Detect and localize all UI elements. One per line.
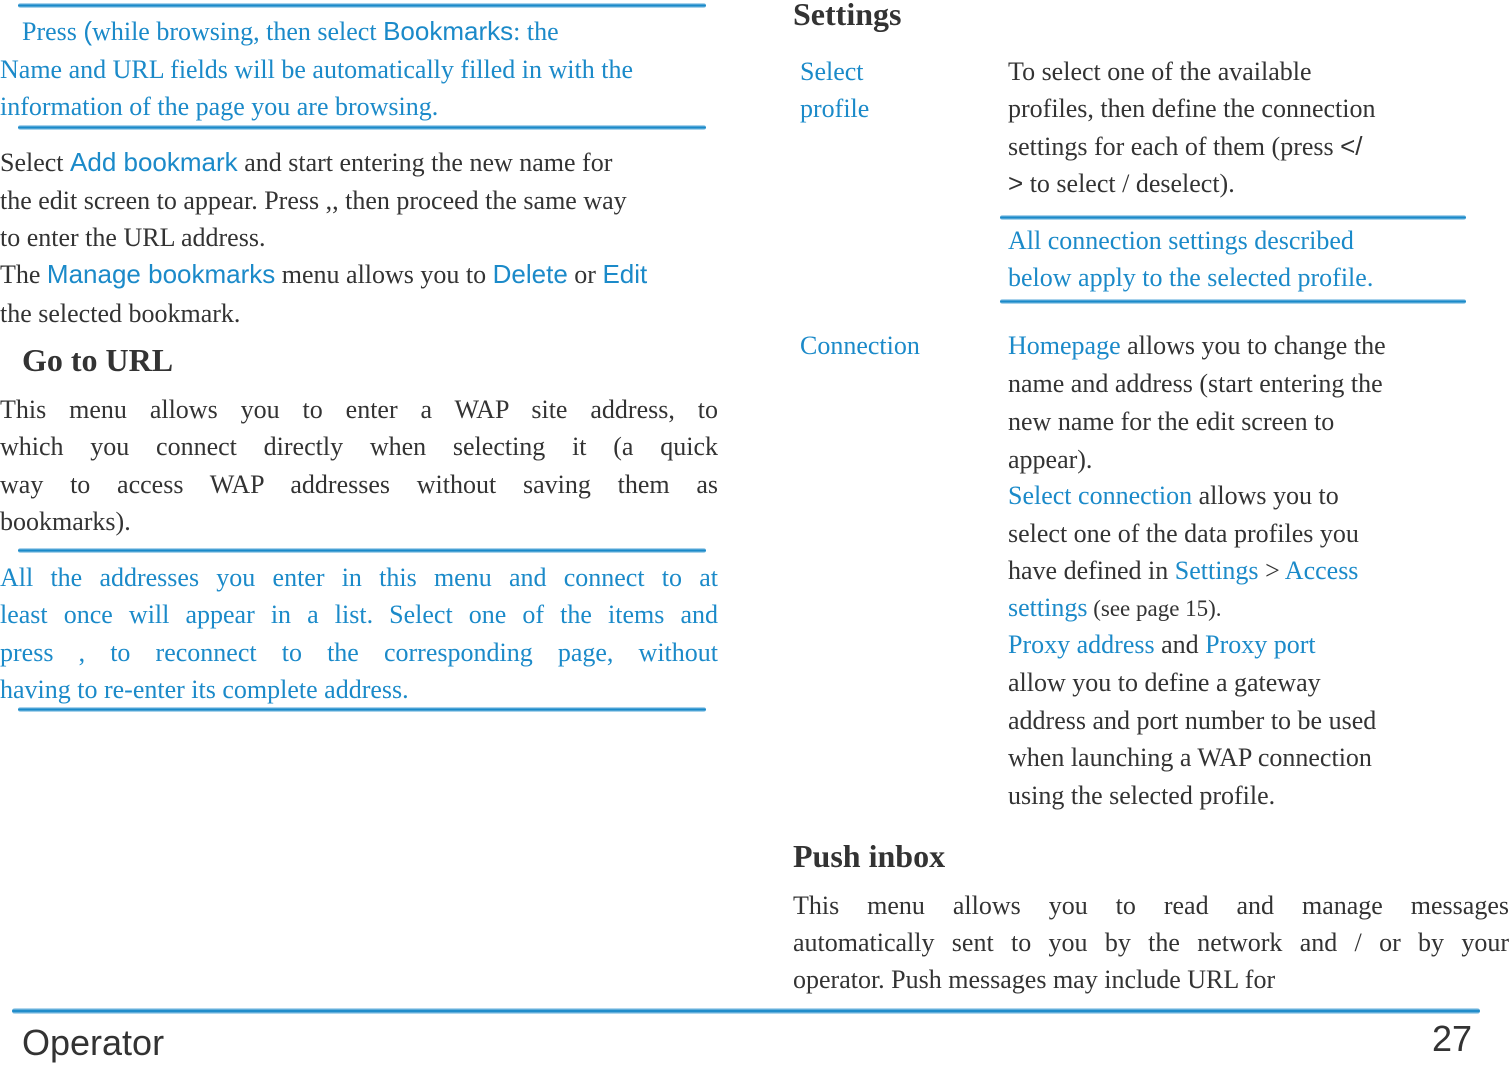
- manage-bookmarks-line2: the selected bookmark.: [0, 299, 241, 328]
- footer-section-label: Operator: [22, 1022, 165, 1063]
- access-term: Access: [1284, 556, 1359, 585]
- proxy-line2: allow you to define a gateway: [1008, 668, 1321, 697]
- add-bookmark-line2: the edit screen to appear. Press ,, then proceed the same way: [0, 186, 627, 215]
- select-profile-desc-line1: To select one of the available: [1008, 57, 1312, 86]
- select-profile-term-line1: Select: [800, 57, 864, 86]
- select-connection-line1: Select connection allows you to: [1008, 481, 1339, 510]
- select-profile-term-line2: profile: [800, 94, 870, 123]
- proxy-address-term: Proxy address: [1008, 630, 1155, 659]
- add-bookmark-line3: to enter the URL address.: [0, 223, 266, 252]
- goto-url-line2: which you connect directly when selecting it (a quick: [0, 432, 718, 461]
- goto-url-line4: bookmarks).: [0, 507, 131, 536]
- proxy-line4: when launching a WAP connection: [1008, 743, 1372, 772]
- footer-rule: [12, 1008, 1480, 1014]
- select-profile-desc-line2: profiles, then define the connection: [1008, 94, 1376, 123]
- homepage-term: Homepage: [1008, 331, 1121, 360]
- proxy-line3: address and port number to be used: [1008, 706, 1377, 735]
- homepage-line2: name and address (start entering the: [1008, 369, 1383, 398]
- addresses-note-line4: having to re-enter its complete address.: [0, 675, 409, 704]
- add-bookmark-line1: Select Add bookmark and start entering the new name for: [0, 147, 613, 177]
- push-inbox-line1: This menu allows you to read and manage messages: [793, 891, 1509, 920]
- settings-heading: Settings: [793, 0, 902, 32]
- bookmark-note-line2: Name and URL fields will be automatically filled in with the: [0, 55, 633, 84]
- profile-note-line2: below apply to the selected profile.: [1008, 263, 1374, 292]
- addresses-note-line1: All the addresses you enter in this menu and connect to at: [0, 563, 718, 592]
- select-connection-term: Select connection: [1008, 481, 1193, 510]
- left-right-keys: </: [1340, 131, 1363, 161]
- note-rule-top: [1000, 215, 1466, 220]
- select-connection-line4: settings (see page 15).: [1008, 593, 1222, 622]
- push-inbox-heading: Push inbox: [793, 838, 946, 874]
- push-inbox-line2: automatically sent to you by the network and / or by your: [793, 928, 1509, 957]
- note-rule-top: [18, 548, 706, 553]
- note-rule-bottom: [1000, 299, 1466, 304]
- note-rule-top: [18, 3, 706, 8]
- goto-url-line3: way to access WAP addresses without saving them as: [0, 470, 718, 499]
- profile-note-line1: All connection settings described: [1008, 226, 1354, 255]
- bookmark-note-line1: Press (while browsing, then select Bookmarks: the: [22, 16, 559, 46]
- settings-term: Settings: [1174, 556, 1259, 585]
- addresses-note-line3: press , to reconnect to the corresponding page, without: [0, 638, 718, 667]
- access-settings-term: settings: [1008, 593, 1088, 622]
- select-connection-line2: select one of the data profiles you: [1008, 519, 1359, 548]
- delete-term: Delete: [492, 259, 568, 289]
- manage-bookmarks-term: Manage bookmarks: [46, 259, 276, 289]
- note-rule-bottom: [18, 125, 706, 130]
- push-inbox-line3: operator. Push messages may include URL for: [793, 965, 1276, 994]
- proxy-port-term: Proxy port: [1205, 630, 1316, 659]
- proxy-line1: Proxy address and Proxy port: [1008, 630, 1316, 659]
- addresses-note-line2: least once will appear in a list. Select one of the items and: [0, 600, 718, 629]
- homepage-line3: new name for the edit screen to: [1008, 407, 1335, 436]
- goto-url-line1: This menu allows you to enter a WAP site address, to: [0, 395, 718, 424]
- page-number: 27: [1432, 1018, 1473, 1059]
- select-profile-desc-line4: > to select / deselect).: [1008, 168, 1235, 198]
- note-rule-bottom: [18, 707, 706, 712]
- homepage-line1: Homepage allows you to change the: [1008, 331, 1386, 360]
- connection-term: Connection: [800, 331, 920, 360]
- proxy-line5: using the selected profile.: [1008, 781, 1276, 810]
- homepage-line4: appear).: [1008, 445, 1093, 474]
- edit-term: Edit: [602, 259, 648, 289]
- select-profile-desc-line3: settings for each of them (press </: [1008, 131, 1363, 161]
- manage-bookmarks-line1: The Manage bookmarks menu allows you to Delete or Edit: [0, 259, 648, 289]
- select-connection-line3: have defined in Settings > Access: [1008, 556, 1359, 585]
- add-bookmark-term: Add bookmark: [70, 147, 238, 177]
- goto-url-heading: Go to URL: [22, 342, 174, 378]
- bookmark-note-line3: information of the page you are browsing.: [0, 92, 439, 121]
